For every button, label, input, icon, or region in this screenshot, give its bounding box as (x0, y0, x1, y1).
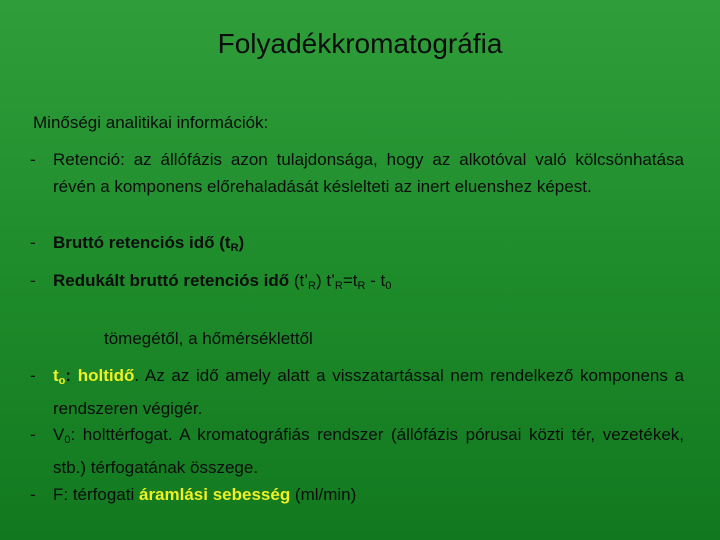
brutto-subscript: R (230, 242, 239, 254)
retention-text: Retenció: az állófázis azon tulajdonsága, hogy az alkotóval való kölcsönhatása révén a komponens előrehaladását késlelteti az inert eluenshez képest. (53, 150, 684, 196)
holdup-label: holtidő (77, 366, 135, 385)
brutto-close: ) (238, 233, 245, 252)
flow-label: áramlási sebesség (138, 485, 291, 504)
formula-part: ) t’ (316, 271, 335, 290)
bullet-dash: - (30, 233, 36, 252)
reduced-label: Redukált bruttó retenciós idő (53, 271, 290, 290)
formula-part: - t (365, 271, 386, 290)
bullet-flow (30, 481, 684, 508)
bullet-retention (30, 146, 684, 200)
holdvolume-description: : holttérfogat. A kromatográfiás rendszer (állófázis pórusai közti tér, vezetékek, stb.) térfogatának összege. (53, 425, 684, 477)
reduced-text (53, 267, 684, 300)
bullet-dash: - (30, 425, 36, 444)
reduced-formula (294, 271, 392, 290)
flow-post: (ml/min) (290, 485, 357, 504)
slide-title: Folyadékkromatográfia (217, 28, 503, 59)
bullet-dash: - (30, 366, 36, 385)
bullet-holdup (30, 362, 684, 422)
bullet-dash: - (30, 271, 36, 290)
brutto-label: Bruttó retenciós idő (t (53, 233, 231, 252)
holdvolume-text (53, 421, 684, 481)
holdup-symbol (53, 366, 65, 385)
formula-part: (t’ (293, 271, 309, 290)
holdup-text (53, 362, 684, 422)
symbol-sub: 0 (64, 434, 71, 446)
formula-sub: R (357, 280, 366, 292)
bullet-dash: - (30, 485, 36, 504)
flow-text (53, 481, 684, 508)
formula-sub: R (334, 280, 343, 292)
symbol-letter: t (53, 366, 59, 385)
brutto-text (53, 229, 684, 262)
section-heading: Minőségi analitikai információk: (33, 113, 269, 132)
symbol-sub: o (58, 375, 66, 387)
formula-sub: 0 (385, 280, 392, 292)
bullet-dash: - (30, 150, 36, 169)
bullet-reduced (30, 267, 684, 300)
holdup-description: . Az az idő amely alatt a visszatartással nem rendelkező komponens a rendszeren végigér. (53, 366, 684, 418)
flow-pre: F: térfogati (53, 485, 139, 504)
floating-text: tömegétől, a hőmérséklettől (104, 329, 313, 348)
formula-part: =t (342, 271, 358, 290)
bullet-brutto (30, 229, 684, 262)
holdup-colon: : (65, 366, 72, 385)
bullet-holdvolume (30, 421, 684, 481)
formula-sub: R (308, 280, 316, 292)
symbol-letter: V (53, 425, 65, 444)
